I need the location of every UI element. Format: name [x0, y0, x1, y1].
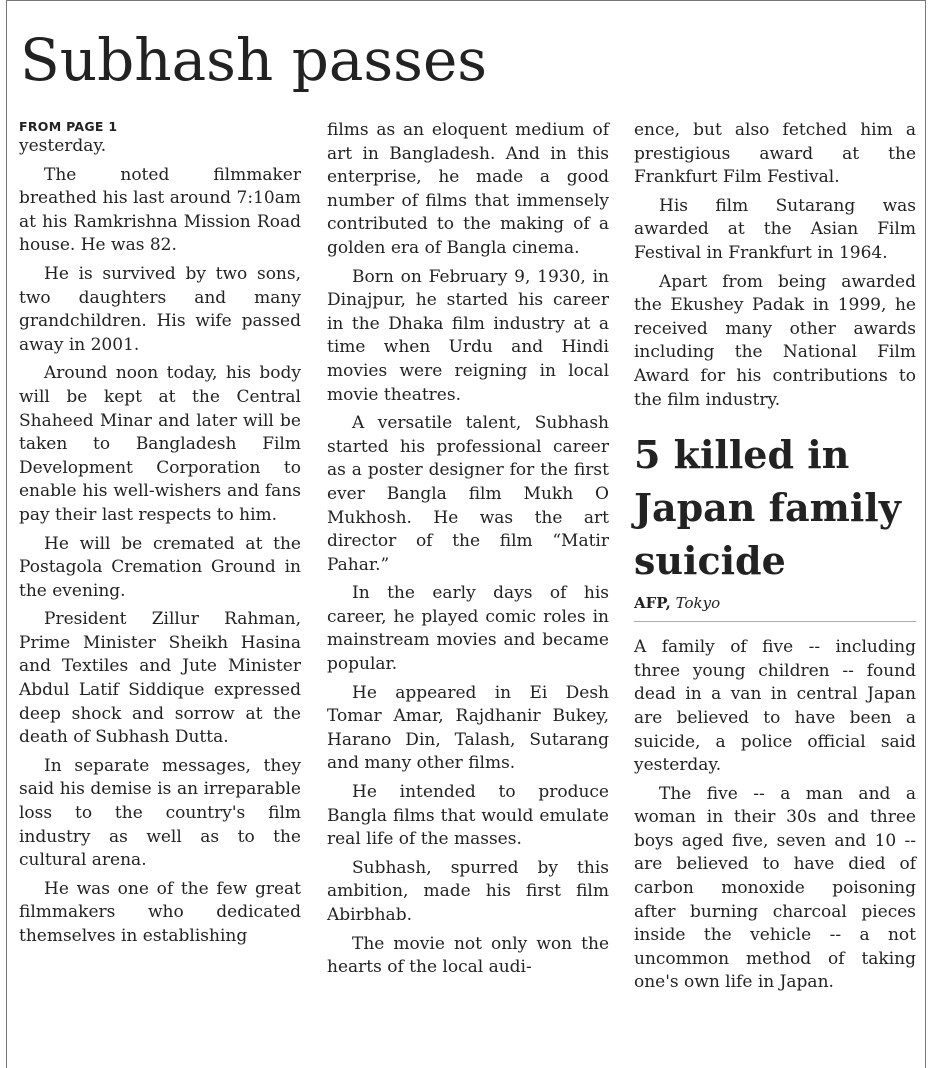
- paragraph: He appeared in Ei Desh Tomar Amar, Rajdhanir Bukey, Harano Din, Talash, Sutarang and many other films.: [327, 682, 609, 774]
- paragraph: Around noon today, his body will be kept at the Central Shaheed Minar and later will be taken to Bangladesh Film Development Corporation to enable his well-wishers and fans pay their last respects to him.: [19, 363, 301, 525]
- paragraph: Born on February 9, 1930, in Dinajpur, he started his career in the Dhaka film industry at a time when Urdu and Hindi movies were reigning in local movie theatres.: [327, 266, 609, 405]
- paragraph: Apart from being awarded the Ekushey Padak in 1999, he received many other awards including the National Film Award for his contributions to the film industry.: [634, 271, 916, 410]
- paragraph: Subhash, spurred by this ambition, made his first film Abirbhab.: [327, 857, 609, 925]
- paragraph: A versatile talent, Subhash started his professional career as a poster designer for the first ever Bangla film Mukh O Mukhosh. He was the art director of the film “Matir Pahar.”: [327, 413, 609, 575]
- paragraph: He was one of the few great filmmakers who dedicated themselves in establishing: [19, 878, 301, 946]
- paragraph: He will be cremated at the Postagola Cremation Ground in the evening.: [19, 533, 301, 601]
- paragraph: He is survived by two sons, two daughters and many grandchildren. His wife passed away in 2001.: [19, 263, 301, 355]
- paragraph: In separate messages, they said his demise is an irreparable loss to the country's film industry as well as to the cultural arena.: [19, 755, 301, 871]
- paragraph: He intended to produce Bangla films that would emulate real life of the masses.: [327, 782, 609, 850]
- byline-agency: AFP,: [634, 594, 671, 613]
- byline: [634, 593, 916, 622]
- paragraph: A family of five -- including three young children -- found dead in a van in central Japan are believed to have been a suicide, a police official said yesterday.: [634, 637, 916, 776]
- paragraph: The movie not only won the hearts of the local audi-: [327, 933, 609, 978]
- story-column-2: [327, 119, 609, 980]
- second-story-body: [634, 636, 916, 995]
- paragraph: films as an eloquent medium of art in Bangladesh. And in this enterprise, he made a good number of films that immensely contributed to the making of a golden era of Bangla cinema.: [327, 120, 609, 258]
- paragraph: In the early days of his career, he played comic roles in mainstream movies and became popular.: [327, 583, 609, 675]
- story-column-1: [19, 119, 301, 949]
- byline-city: Tokyo: [675, 594, 721, 613]
- top-rule: [6, 0, 926, 1]
- paragraph: The noted filmmaker breathed his last around 7:10am at his Ramkrishna Mission Road house. He was 82.: [19, 164, 301, 256]
- paragraph: ence, but also fetched him a prestigious award at the Frankfurt Film Festival.: [634, 120, 916, 188]
- second-story-headline: 5 killed in Japan family suicide: [634, 432, 901, 584]
- paragraph: His film Sutarang was awarded at the Asian Film Festival in Frankfurt in 1964.: [634, 195, 916, 263]
- story-column-3: [634, 119, 916, 995]
- paragraph: yesterday.: [19, 136, 107, 156]
- from-page-kicker: FROM PAGE 1: [19, 119, 118, 134]
- paragraph: The five -- a man and a woman in their 30s and three boys aged five, seven and 10 -- are believed to have died of carbon monoxide poisoning after burning charcoal pieces inside the vehicle -- a not uncommon method of taking one's own life in Japan.: [634, 783, 916, 993]
- paragraph: President Zillur Rahman, Prime Minister Sheikh Hasina and Textiles and Jute Minister Abdul Latif Siddique expressed deep shock and sorrow at the death of Subhash Dutta.: [19, 609, 301, 748]
- story-headline: Subhash passes: [20, 26, 488, 94]
